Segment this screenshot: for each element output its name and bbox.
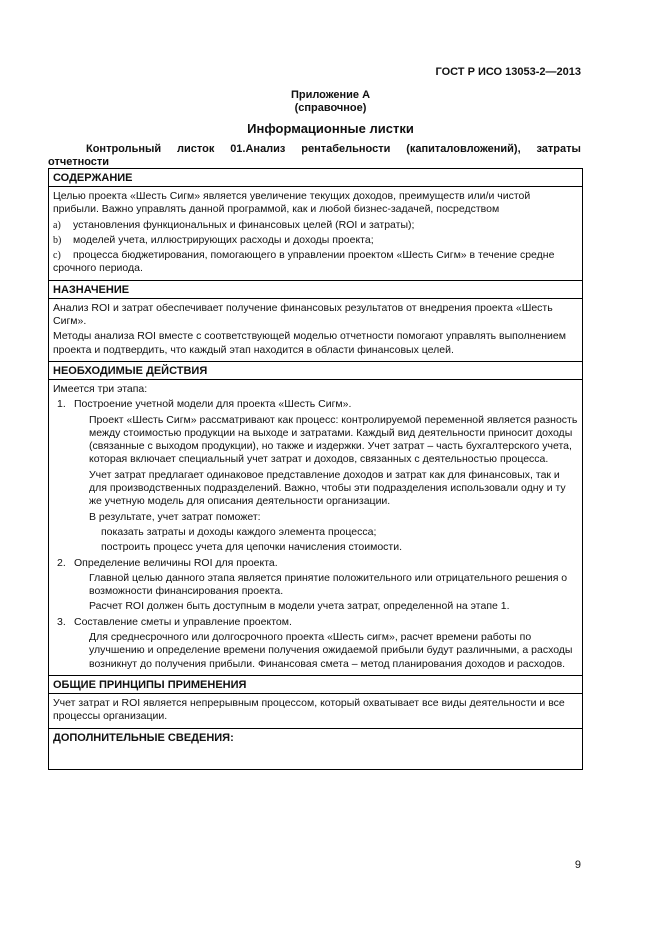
step-title-text: Построение учетной модели для проекта «Шесть Сигм». bbox=[74, 398, 352, 411]
checklist-word: затраты bbox=[536, 143, 581, 155]
checklist-word: Контрольный bbox=[86, 143, 162, 155]
section-extra bbox=[49, 729, 582, 770]
sub-item: построить процесс учета для цепочки начисления стоимости. bbox=[101, 541, 403, 554]
checklist-word: 01.Анализ bbox=[230, 143, 286, 155]
section-body-empty bbox=[49, 746, 582, 769]
section-body bbox=[49, 380, 582, 675]
list-text: установления функциональных и финансовых целей (ROI и затраты); bbox=[73, 218, 415, 231]
checklist-word: (капиталовложений), bbox=[406, 143, 521, 155]
list-text: процесса бюджетирования, помогающего в управлении проектом «Шесть Сигм» в течение средне срочного периода. bbox=[53, 249, 555, 275]
step-number: 2. bbox=[57, 556, 66, 569]
list-letter: a) bbox=[53, 219, 61, 231]
paragraph: Имеется три этапа: bbox=[53, 382, 148, 395]
section-heading: НАЗНАЧЕНИЕ bbox=[49, 281, 582, 299]
list-item bbox=[53, 219, 578, 232]
checklist-word: листок bbox=[177, 143, 215, 155]
appendix-heading bbox=[0, 89, 661, 115]
paragraph: Учет затрат и ROI является непрерывным процессом, который охватывает все виды деятельности и все процессы организации. bbox=[53, 696, 565, 723]
list-letter: c) bbox=[53, 250, 61, 262]
paragraph: Главной целью данного этапа является принятие положительного или отрицательного решения о возможности финансирования проекта. bbox=[89, 571, 568, 598]
step-title bbox=[57, 557, 578, 570]
section-content bbox=[49, 169, 582, 281]
page-number: 9 bbox=[574, 859, 581, 871]
appendix-subtitle: (справочное) bbox=[294, 102, 367, 114]
section-heading: СОДЕРЖАНИЕ bbox=[49, 169, 582, 187]
section-body bbox=[49, 187, 582, 280]
list-letter: b) bbox=[53, 234, 62, 246]
sheets-title: Информационные листки bbox=[247, 121, 414, 136]
checklist-title-line1 bbox=[48, 143, 581, 156]
list-item bbox=[53, 249, 578, 276]
step-number: 1. bbox=[57, 398, 66, 411]
paragraph: Методы анализа ROI вместе с соответствующей моделью отчетности помогают управлять выполнением проекта и подтвердить, что каждый этап находится в области финансовых целей. bbox=[53, 330, 566, 356]
list-text: моделей учета, иллюстрирующих расходы и доходы проекта; bbox=[73, 233, 374, 246]
standard-code: ГОСТ Р ИСО 13053-2—2013 bbox=[435, 66, 581, 78]
step-title bbox=[57, 616, 578, 629]
section-heading: ДОПОЛНИТЕЛЬНЫЕ СВЕДЕНИЯ: bbox=[53, 731, 234, 744]
appendix-title: Приложение А bbox=[290, 89, 371, 101]
step-title-text: Составление сметы и управление проектом. bbox=[74, 615, 292, 628]
step-title-text: Определение величины ROI для проекта. bbox=[74, 556, 278, 569]
paragraph: Расчет ROI должен быть доступным в модели учета затрат, определенной на этапе 1. bbox=[89, 600, 510, 613]
paragraph: В результате, учет затрат поможет: bbox=[89, 510, 261, 523]
paragraph: Анализ ROI и затрат обеспечивает получение финансовых результатов от внедрения проекта «Шесть Сигм». bbox=[53, 301, 553, 328]
step-title bbox=[57, 398, 578, 411]
paragraph: Целью проекта «Шесть Сигм» является увеличение текущих доходов, преимуществ или/и чистой прибыли. Важно управлять данной программой, как и любой бизнес-задачей, посредством bbox=[53, 190, 531, 216]
paragraph: Проект «Шесть Сигм» рассматривают как процесс: контролируемой переменной является разность между стоимостью продукции на выходе и затратами. Каждый вид деятельности приносит доходы (связанные с выходом продукции), но также и издержки. Учет затрат – часть бухгалтерского учета, которая включает специальный учет затрат и доходов, связанных с деятельностью процесса. bbox=[89, 413, 578, 466]
checklist-title bbox=[48, 143, 581, 169]
section-heading: ОБЩИЕ ПРИНЦИПЫ ПРИМЕНЕНИЯ bbox=[49, 676, 582, 694]
section-purpose bbox=[49, 281, 582, 362]
section-principles bbox=[49, 676, 582, 729]
sub-item: показать затраты и доходы каждого элемента процесса; bbox=[101, 525, 377, 538]
step-number: 3. bbox=[57, 615, 66, 628]
list-item bbox=[53, 234, 578, 247]
paragraph: Для среднесрочного или долгосрочного проекта «Шесть сигм», расчет времени работы по улучшению и определение времени получения ожидаемой прибыли будут различными, а расходы возникнут до получения прибыли. Финансовая смета – метод планирования доходов и расходов. bbox=[89, 631, 573, 670]
section-heading: НЕОБХОДИМЫЕ ДЕЙСТВИЯ bbox=[49, 362, 582, 380]
section-actions bbox=[49, 362, 582, 676]
paragraph: Учет затрат предлагает одинаковое представление доходов и затрат как для финансовых, так и для производственных подразделений. Важно, чтобы эти подразделения использовали одну и ту же учетную модель для описания деятельности организации. bbox=[89, 468, 566, 508]
checklist-word: рентабельности bbox=[301, 143, 391, 155]
section-body bbox=[49, 694, 582, 728]
section-body bbox=[49, 299, 582, 361]
info-sheet-table bbox=[48, 168, 583, 770]
checklist-title-line2: отчетности bbox=[48, 156, 110, 168]
